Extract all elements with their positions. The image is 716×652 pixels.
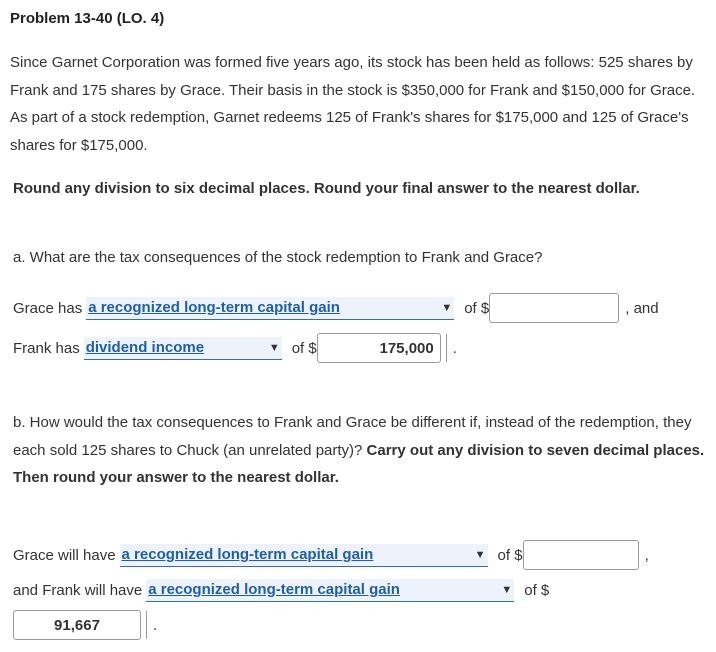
feedback-marker: [442, 334, 447, 362]
answer-row-b-frank: [13, 577, 549, 603]
b-frank-prefix: and Frank will have: [13, 581, 143, 599]
problem-title: Problem 13-40 (LO. 4): [10, 10, 165, 27]
chevron-down-icon: ▼: [501, 583, 513, 596]
question-b-text: b. How would the tax consequences to Frank and Grace be different if, instead of the redemption, they each sold 125 shares to Chuck (an unrelated party)?: [13, 414, 692, 459]
a-frank-select-value: dividend income: [85, 339, 205, 356]
a-frank-select[interactable]: [84, 337, 282, 360]
b-grace-amount-input[interactable]: [523, 540, 639, 570]
a-grace-of-label: of $: [464, 299, 490, 317]
question-a: a. What are the tax consequences of the stock redemption to Frank and Grace?: [13, 249, 543, 266]
chevron-down-icon: ▼: [474, 548, 486, 561]
answer-row-a-grace: [13, 295, 659, 321]
instructions-b: Carry out any division to seven decimal places. Then round your answer to the nearest dollar.: [13, 441, 705, 486]
question-b: [13, 409, 708, 492]
answer-row-b-grace: [13, 542, 649, 568]
a-grace-amount-input[interactable]: [489, 293, 619, 323]
feedback-marker: [142, 611, 147, 639]
chevron-down-icon: ▼: [268, 341, 280, 354]
b-frank-suffix: .: [153, 616, 158, 634]
instructions-a: Round any division to six decimal places. Round your final answer to the nearest dollar.: [13, 180, 640, 197]
a-frank-prefix: Frank has: [13, 339, 80, 357]
chevron-down-icon: ▼: [441, 301, 453, 314]
b-frank-select[interactable]: [146, 579, 514, 602]
b-grace-select[interactable]: [120, 544, 488, 567]
b-grace-select-value: a recognized long-term capital gain: [121, 546, 374, 563]
a-grace-select-value: a recognized long-term capital gain: [88, 299, 340, 316]
a-grace-prefix: Grace has: [13, 299, 83, 317]
answer-row-a-frank: [13, 335, 457, 361]
a-grace-select[interactable]: [86, 297, 454, 320]
b-frank-select-value: a recognized long-term capital gain: [148, 581, 400, 598]
b-grace-suffix: ,: [644, 546, 649, 564]
a-frank-suffix: .: [452, 339, 457, 357]
a-frank-amount-input[interactable]: 175,000: [317, 333, 441, 363]
a-grace-suffix: , and: [625, 299, 659, 317]
a-frank-of-label: of $: [291, 339, 317, 357]
b-frank-amount-input[interactable]: 91,667: [13, 610, 141, 640]
b-grace-prefix: Grace will have: [13, 546, 116, 564]
answer-row-b-frank-amount: [13, 612, 157, 638]
b-grace-of-label: of $: [497, 546, 523, 564]
b-frank-of-label: of $: [524, 581, 550, 599]
problem-intro: Since Garnet Corporation was formed five years ago, its stock has been held as follows: 525 shares by Frank and 175 shares by Grace. Their basis in the stock is $350,000 for Frank and $150,000 for Grace. As part of a stock redemption, Garnet redeems 125 of Frank's shares for $175,000 and 125 of Grace's shares for $175,000.: [10, 54, 696, 154]
